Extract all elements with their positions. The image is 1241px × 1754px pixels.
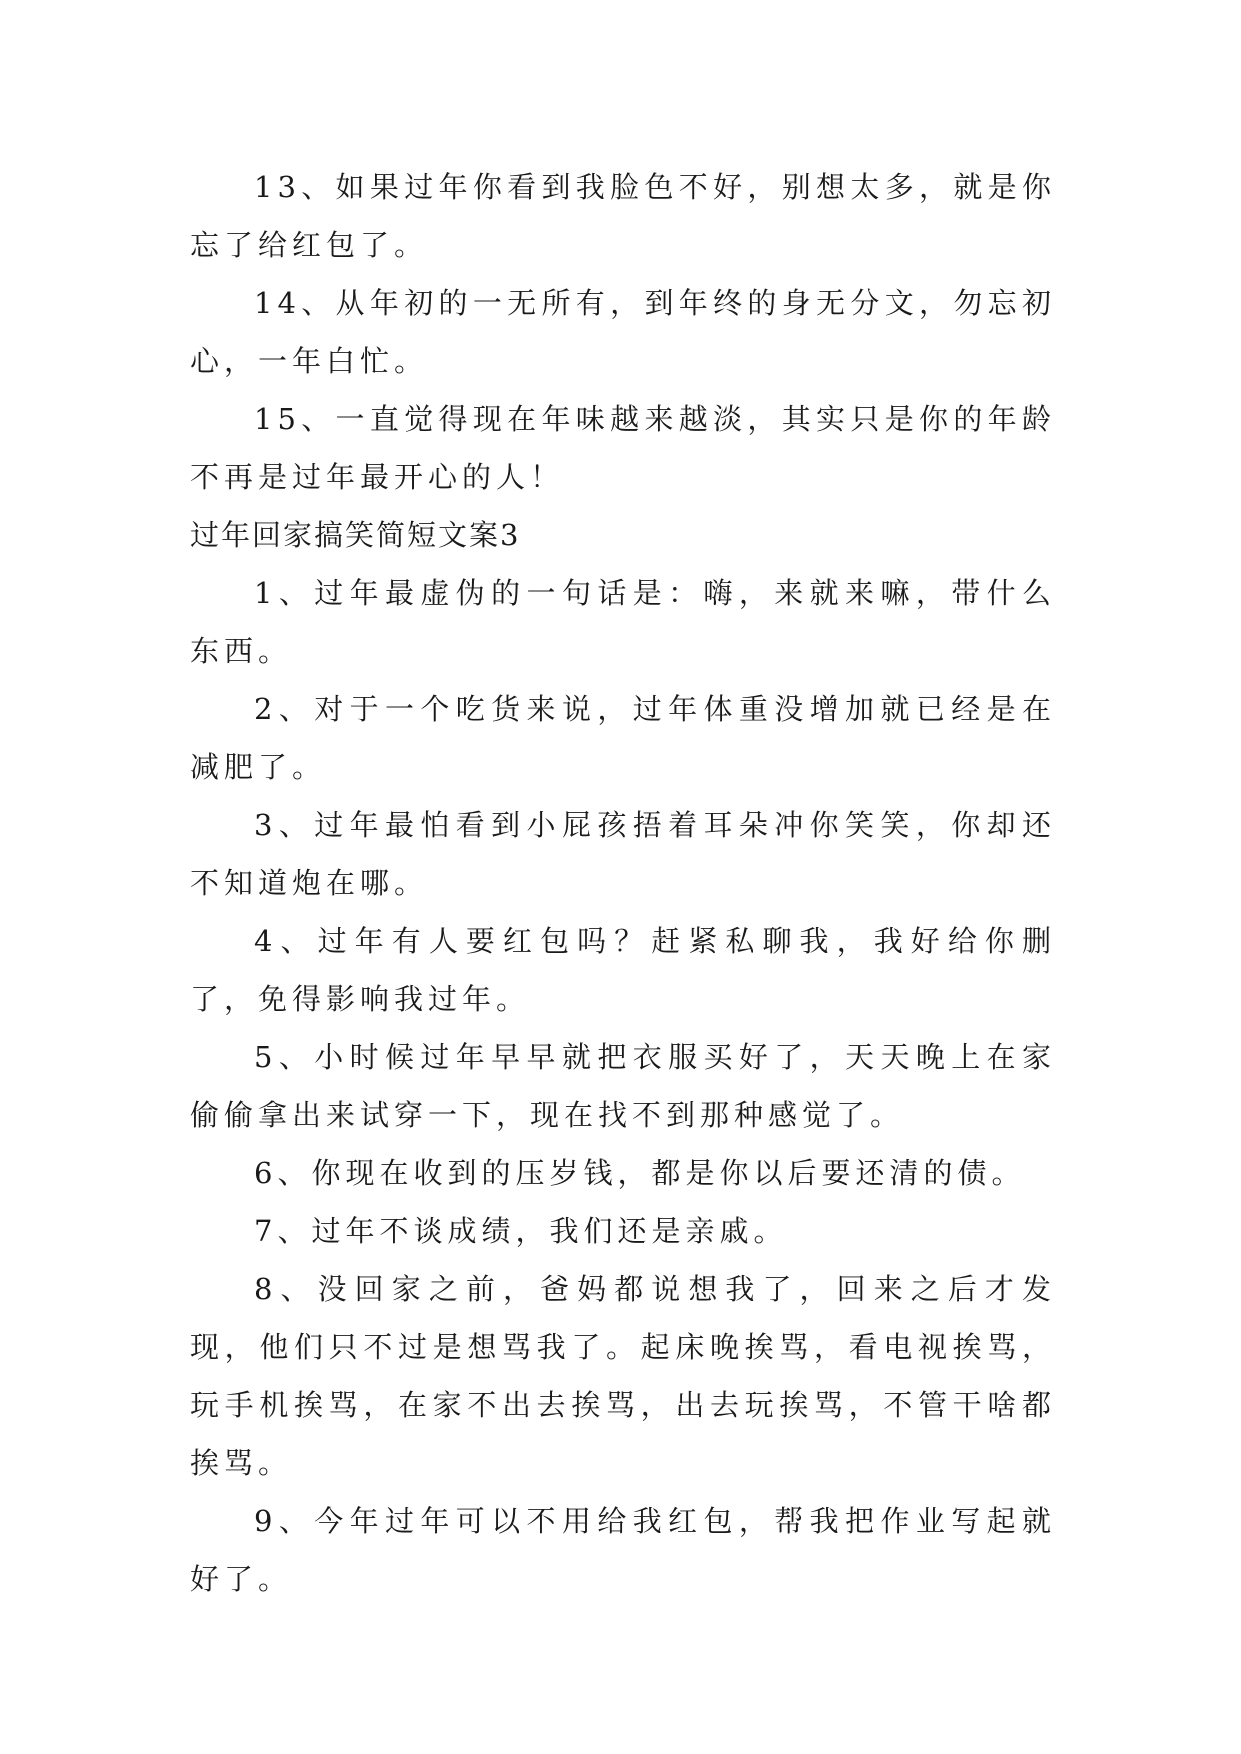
paragraph-15: 15、一直觉得现在年味越来越淡，其实只是你的年龄不再是过年最开心的人！ (190, 402, 1056, 494)
paragraph-13: 13、如果过年你看到我脸色不好，别想太多，就是你忘了给红包了。 (190, 170, 1056, 262)
paragraph-9: 9、今年过年可以不用给我红包，帮我把作业写起就好了。 (190, 1504, 1056, 1596)
paragraph-1: 1、过年最虚伪的一句话是：嗨，来就来嘛，带什么东西。 (190, 576, 1056, 668)
paragraph-3: 3、过年最怕看到小屁孩捂着耳朵冲你笑笑，你却还不知道炮在哪。 (190, 808, 1056, 900)
section-heading: 过年回家搞笑简短文案3 (190, 518, 521, 552)
document-body (190, 158, 1056, 1608)
paragraph-6: 6、你现在收到的压岁钱，都是你以后要还清的债。 (254, 1156, 1026, 1190)
paragraph-8: 8、没回家之前，爸妈都说想我了，回来之后才发现，他们只不过是想骂我了。起床晚挨骂，看电视挨骂，玩手机挨骂，在家不出去挨骂，出去玩挨骂，不管干啥都挨骂。 (190, 1272, 1056, 1480)
paragraph-4: 4、过年有人要红包吗？赶紧私聊我，我好给你删了，免得影响我过年。 (190, 924, 1056, 1016)
paragraph-7: 7、过年不谈成绩，我们还是亲戚。 (254, 1214, 788, 1248)
paragraph-14: 14、从年初的一无所有，到年终的身无分文，勿忘初心，一年白忙。 (190, 286, 1056, 378)
paragraph-2: 2、对于一个吃货来说，过年体重没增加就已经是在减肥了。 (190, 692, 1056, 784)
paragraph-5: 5、小时候过年早早就把衣服买好了，天天晚上在家偷偷拿出来试穿一下，现在找不到那种感觉了。 (190, 1040, 1056, 1132)
